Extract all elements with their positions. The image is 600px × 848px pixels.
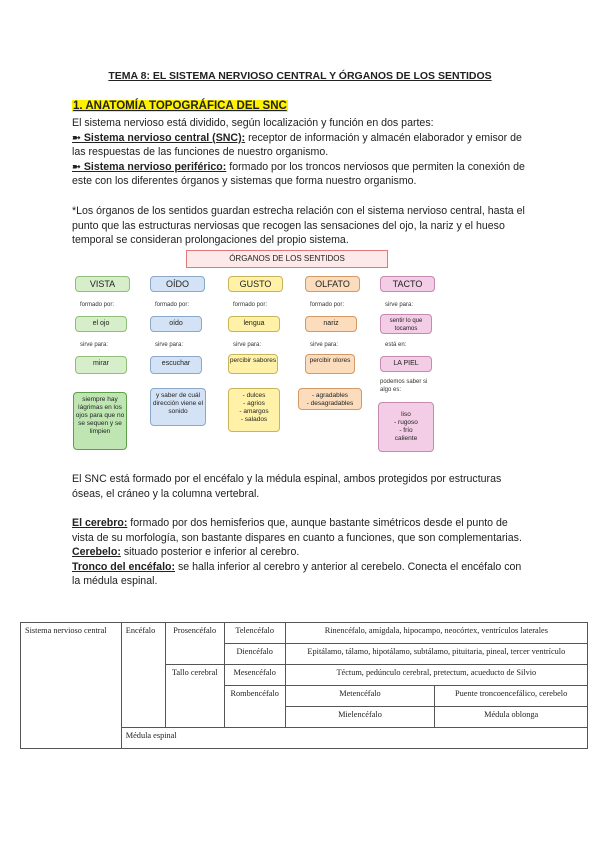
cerebelo-label: Cerebelo: — [72, 546, 121, 559]
table-cell: Prosencéfalo — [165, 623, 224, 665]
table-cell: Médula espinal — [121, 728, 587, 749]
cerebro-definition — [72, 516, 532, 545]
snp-text: formado por los troncos nerviosos que permiten la conexión de este con los diferentes órganos y sistemas que forma nuestro organismo. — [72, 160, 525, 188]
table-cell: Diencéfalo — [224, 644, 285, 665]
note-text: *Los órganos de los sentidos guardan estrecha relación con el sistema nervioso central, hasta el punto que las estructuras nerviosas que recogen las sensaciones del ojo, la nariz y el hueso temporal se consideran prolongaciones del propio sistema. — [72, 205, 525, 247]
sense-vista-formed-label: formado por: — [80, 302, 115, 308]
snp-definition — [72, 160, 532, 189]
snc-structure-table — [20, 622, 588, 749]
cerebro-text: formado por dos hemisferios que, aunque bastante simétricos desde el punto de vista de su morfología, son bastante dispares en cuanto a funciones, que son complementarias. — [72, 517, 522, 544]
sense-vista-header: VISTA — [75, 276, 130, 292]
sense-gusto-formed-label: formado por: — [233, 302, 268, 308]
intro-text: El sistema nervioso está dividido, según localización y función en dos partes: — [72, 117, 434, 129]
sense-olfato-formed: nariz — [305, 316, 357, 332]
cerebro-label: El cerebro: — [72, 517, 128, 529]
sense-tacto-serves: LA PIEL — [380, 356, 432, 372]
table-cell: Rombencéfalo — [224, 686, 285, 728]
page-title: TEMA 8: EL SISTEMA NERVIOSO CENTRAL Y ÓRGANOS DE LOS SENTIDOS — [108, 70, 492, 82]
sense-olfato-serves-label: sirve para: — [310, 342, 339, 348]
table-row — [21, 623, 588, 644]
sense-oido-formed: oído — [150, 316, 202, 332]
sense-tacto-note: liso - rugoso - frío caliente — [378, 402, 434, 452]
sense-olfato-formed-label: formado por: — [310, 302, 345, 308]
sense-vista-serves-label: sirve para: — [80, 342, 109, 348]
section-heading: 1. ANATOMÍA TOPOGRÁFICA DEL SNC — [73, 100, 287, 112]
table-cell: Tallo cerebral — [165, 665, 224, 728]
sense-olfato-serves: percibir olores — [305, 354, 355, 374]
intro-block — [72, 116, 532, 189]
sense-oido-formed-label: formado por: — [155, 302, 190, 308]
table-cell: Téctum, pedúnculo cerebral, pretectum, acueducto de Silvio — [285, 665, 587, 686]
table-cell: Epitálamo, tálamo, hipotálamo, subtálamo, pituitaria, pineal, tercer ventrículo — [285, 644, 587, 665]
brain-parts-block — [72, 516, 532, 589]
snc-label: ➼ Sistema nervioso central (SNC): — [72, 131, 246, 144]
sense-gusto-serves: percibir sabores — [228, 354, 278, 374]
snp-label: ➼ Sistema nervioso periférico: — [72, 160, 227, 173]
sense-oido-note: y saber de cuál dirección viene el sonido — [150, 388, 206, 426]
snc-composition-text: El SNC está formado por el encéfalo y la médula espinal, ambos protegidos por estructuras óseas, el cráneo y la columna vertebral. — [72, 473, 502, 500]
table-cell: Médula oblonga — [435, 707, 588, 728]
sense-oido-serves-label: sirve para: — [155, 342, 184, 348]
sense-tacto-serves-label: está en: — [385, 342, 407, 348]
sense-oido-serves: escuchar — [150, 356, 202, 374]
tronco-definition — [72, 560, 532, 589]
table-cell: Metencéfalo — [285, 686, 435, 707]
sense-tacto-extra: podemos saber si algo es: — [380, 379, 428, 393]
table-cell: Telencéfalo — [224, 623, 285, 644]
table-cell: Mielencéfalo — [285, 707, 435, 728]
snc-definition — [72, 131, 532, 160]
sense-gusto-formed: lengua — [228, 316, 280, 332]
sense-tacto-formed-label: sirve para: — [385, 302, 414, 308]
table-cell: Puente troncoencefálico, cerebelo — [435, 686, 588, 707]
table-cell: Sistema nervioso central — [21, 623, 122, 749]
cerebelo-text: situado posterior e inferior al cerebro. — [120, 546, 300, 559]
sense-olfato-note: - agradables - desagradables — [298, 388, 362, 410]
cerebelo-definition — [72, 545, 532, 560]
diagram-title: ÓRGANOS DE LOS SENTIDOS — [186, 250, 388, 268]
table-cell: Encéfalo — [121, 623, 165, 728]
tronco-label: Tronco del encéfalo: — [72, 560, 176, 573]
sense-tacto-header: TACTO — [380, 276, 435, 292]
sense-olfato-header: OLFATO — [305, 276, 360, 292]
sense-oido-header: OÍDO — [150, 276, 205, 292]
tronco-text: se halla inferior al cerebro y anterior al cerebelo. Conecta el encéfalo con la médula espinal. — [72, 560, 522, 588]
sense-vista-formed: el ojo — [75, 316, 127, 332]
table-cell: Mesencéfalo — [224, 665, 285, 686]
sense-vista-serves: mirar — [75, 356, 127, 374]
sense-tacto-formed: sentir lo que tocamos — [380, 314, 432, 334]
sense-gusto-serves-label: sirve para: — [233, 342, 262, 348]
table-cell: Rinencéfalo, amígdala, hipocampo, neocórtex, ventrículos laterales — [285, 623, 587, 644]
snc-text: receptor de información y almacén elaborador y emisor de las respuestas de las funciones de nuestro organismo. — [72, 131, 522, 159]
sense-vista-note: siempre hay lágrimas en los ojos para que no se sequen y se limpien — [73, 392, 127, 450]
sense-gusto-header: GUSTO — [228, 276, 283, 292]
sense-gusto-note: - dulces - agrios - amargos - salados — [228, 388, 280, 432]
